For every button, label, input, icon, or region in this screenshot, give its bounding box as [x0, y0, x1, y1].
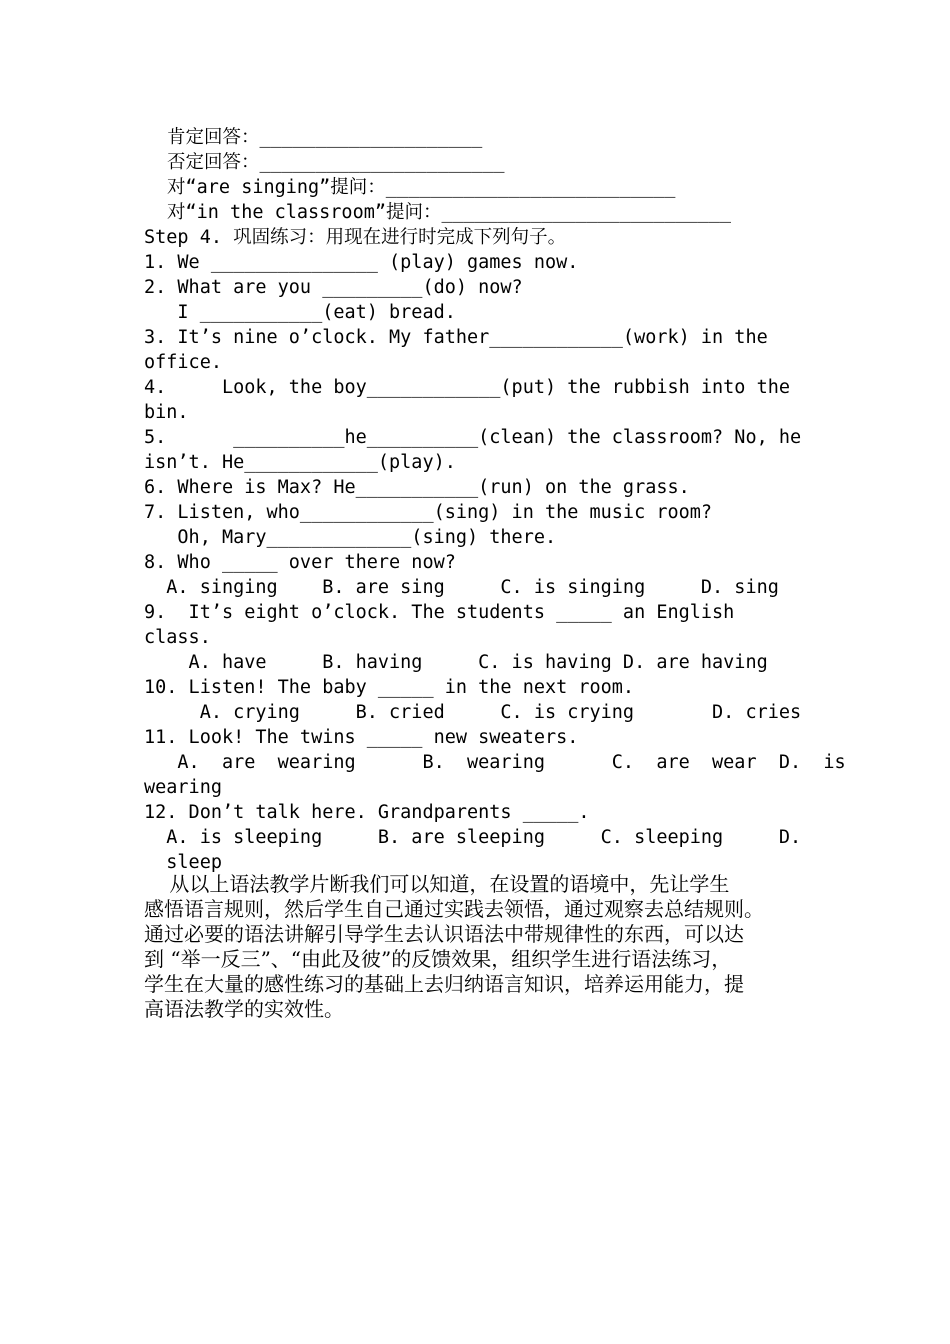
summary-line: 通过必要的语法讲解引导学生去认识语法中带规律性的东西，可以达: [144, 922, 744, 946]
negative-answer-line: 否定回答：______________________: [167, 152, 505, 173]
step-heading: Step 4. 巩固练习：用现在进行时完成下列句子。: [144, 227, 567, 248]
choice-options-line: A. have B. having C. is having D. are having: [144, 652, 768, 673]
summary-paragraph: [144, 872, 810, 1022]
choice-options-line: A. singing B. are sing C. is singing D. sing: [144, 577, 779, 598]
exercise-line: isn’t. He____________(play).: [144, 452, 456, 473]
exercise-line: 1. We _______________ (play) games now.: [144, 252, 579, 273]
summary-line: 从以上语法教学片断我们可以知道，在设置的语境中，先让学生: [144, 872, 730, 896]
exercise-line: office.: [144, 352, 222, 373]
affirmative-answer-line: 肯定回答：____________________: [167, 127, 483, 148]
exercise-line: 7. Listen, who____________(sing) in the music room?: [144, 502, 713, 523]
summary-line: 感悟语言规则，然后学生自己通过实践去领悟，通过观察去总结规则。: [144, 897, 764, 921]
exercise-line: 5. __________he__________(clean) the classroom? No, he: [144, 427, 802, 448]
choice-options-line: sleep: [144, 852, 222, 873]
exercise-line: Oh, Mary_____________(sing) there.: [144, 527, 557, 548]
choice-options-line: A. crying B. cried C. is crying D. cries: [144, 702, 802, 723]
exercise-line: 6. Where is Max? He___________(run) on the grass.: [144, 477, 690, 498]
summary-line: 到 “举一反三”、“由此及彼”的反馈效果，组织学生进行语法练习，: [144, 947, 732, 971]
exercise-line: 4. Look, the boy____________(put) the rubbish into the: [144, 377, 791, 398]
exercise-line: 8. Who _____ over there now?: [144, 552, 456, 573]
exercise-line: class.: [144, 627, 211, 648]
exercise-line: 11. Look! The twins _____ new sweaters.: [144, 727, 579, 748]
question-are-singing-line: 对“are singing”提问：__________________________: [167, 177, 676, 198]
exercise-line: I ___________(eat) bread.: [144, 302, 456, 323]
exercise-line: 9. It’s eight o’clock. The students _____ an English: [144, 602, 735, 623]
choice-options-line: wearing: [144, 777, 222, 798]
summary-line: 学生在大量的感性练习的基础上去归纳语言知识，培养运用能力，提: [144, 972, 744, 996]
exercise-line: 2. What are you _________(do) now?: [144, 277, 523, 298]
choice-options-line: A. is sleeping B. are sleeping C. sleeping D.: [144, 827, 802, 848]
exercise-line: 3. It’s nine o’clock. My father____________(work) in the: [144, 327, 768, 348]
exercise-line: bin.: [144, 402, 189, 423]
choice-options-line: A. are wearing B. wearing C. are wear D. is: [144, 752, 846, 773]
summary-line: 高语法教学的实效性。: [144, 997, 344, 1021]
exercise-line: 12. Don’t talk here. Grandparents _____.: [144, 802, 590, 823]
exercise-line: 10. Listen! The baby _____ in the next room.: [144, 677, 635, 698]
question-in-classroom-line: 对“in the classroom”提问：__________________________: [167, 202, 732, 223]
